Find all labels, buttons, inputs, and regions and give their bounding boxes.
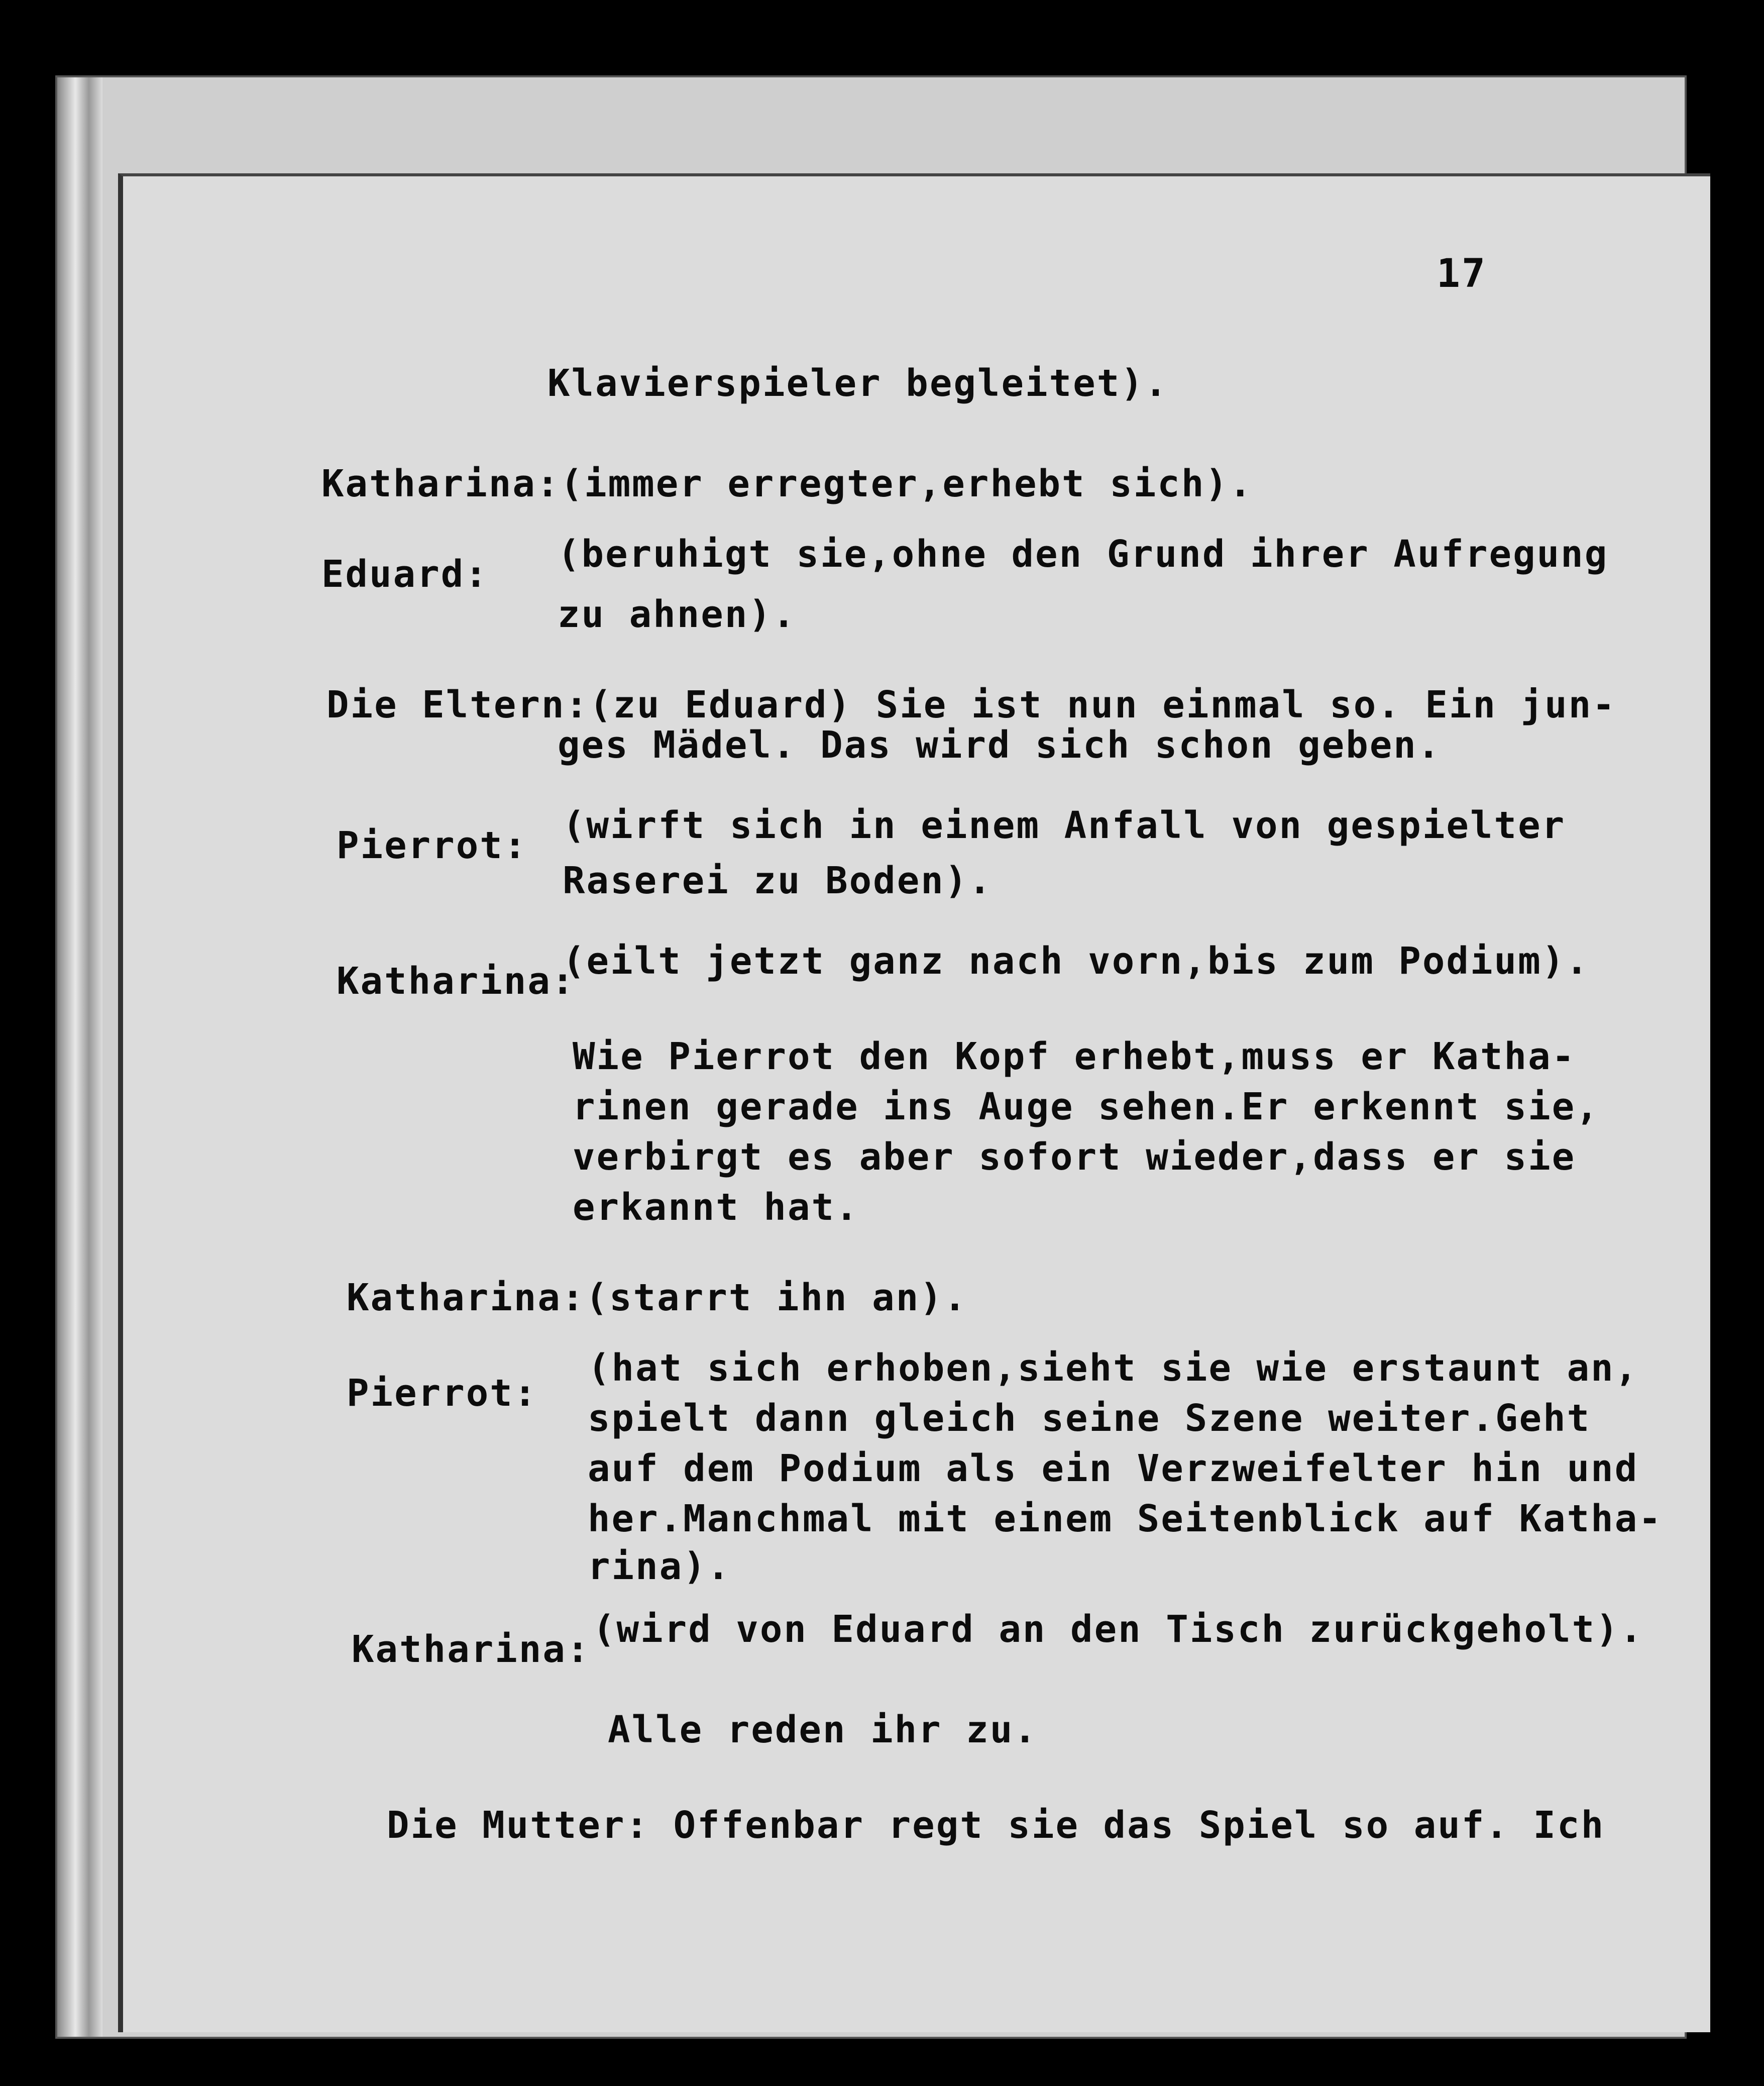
- dialogue-line: ges Mädel. Das wird sich schon geben.: [558, 723, 1442, 767]
- stage-direction-line: her.Manchmal mit einem Seitenblick auf Katha-: [588, 1497, 1663, 1540]
- stage-direction-line: Raserei zu Boden).: [563, 859, 993, 902]
- dialogue-line: Katharina:(starrt ihn an).: [347, 1276, 968, 1319]
- stage-direction-line: (beruhigt sie,ohne den Grund ihrer Aufregung: [558, 533, 1609, 576]
- speaker-label: Katharina:: [337, 960, 576, 1003]
- speaker-label: Pierrot:: [337, 824, 528, 867]
- stage-direction-line: (wirft sich in einem Anfall von gespielter: [563, 804, 1566, 847]
- stage-direction-line: Klavierspieler begleitet).: [547, 362, 1169, 405]
- stage-direction-line: zu ahnen).: [558, 593, 797, 636]
- speaker-label: Katharina:: [352, 1628, 591, 1671]
- stage-direction-line: rina).: [588, 1545, 731, 1588]
- stage-direction-line: Alle reden ihr zu.: [608, 1708, 1038, 1751]
- stage-direction-line: erkannt hat.: [573, 1186, 859, 1229]
- stage-direction-line: spielt dann gleich seine Szene weiter.Geht: [588, 1397, 1591, 1440]
- binding-edge: [57, 77, 102, 2037]
- dialogue-line: Die Mutter: Offenbar regt sie das Spiel so auf. Ich: [387, 1804, 1605, 1847]
- stage-direction-line: auf dem Podium als ein Verzweifelter hin und: [588, 1447, 1639, 1490]
- stage-direction-line: verbirgt es aber sofort wieder,dass er sie: [573, 1135, 1576, 1179]
- stage-direction-line: (eilt jetzt ganz nach vorn,bis zum Podium).: [563, 940, 1590, 983]
- stage-direction-line: Wie Pierrot den Kopf erhebt,muss er Katha-: [573, 1035, 1576, 1078]
- stage-direction-line: rinen gerade ins Auge sehen.Er erkennt sie,: [573, 1085, 1600, 1128]
- dialogue-line: Die Eltern:(zu Eduard) Sie ist nun einmal so. Ein jun-: [326, 683, 1616, 726]
- speaker-label: Eduard:: [321, 553, 489, 596]
- stage-direction-line: (hat sich erhoben,sieht sie wie erstaunt an,: [588, 1346, 1639, 1390]
- stage-direction-line: (wird von Eduard an den Tisch zurückgeholt).: [593, 1608, 1644, 1651]
- page-number: 17: [1437, 251, 1487, 296]
- dialogue-line: Katharina:(immer erregter,erhebt sich).: [321, 462, 1253, 505]
- speaker-label: Pierrot:: [347, 1372, 538, 1415]
